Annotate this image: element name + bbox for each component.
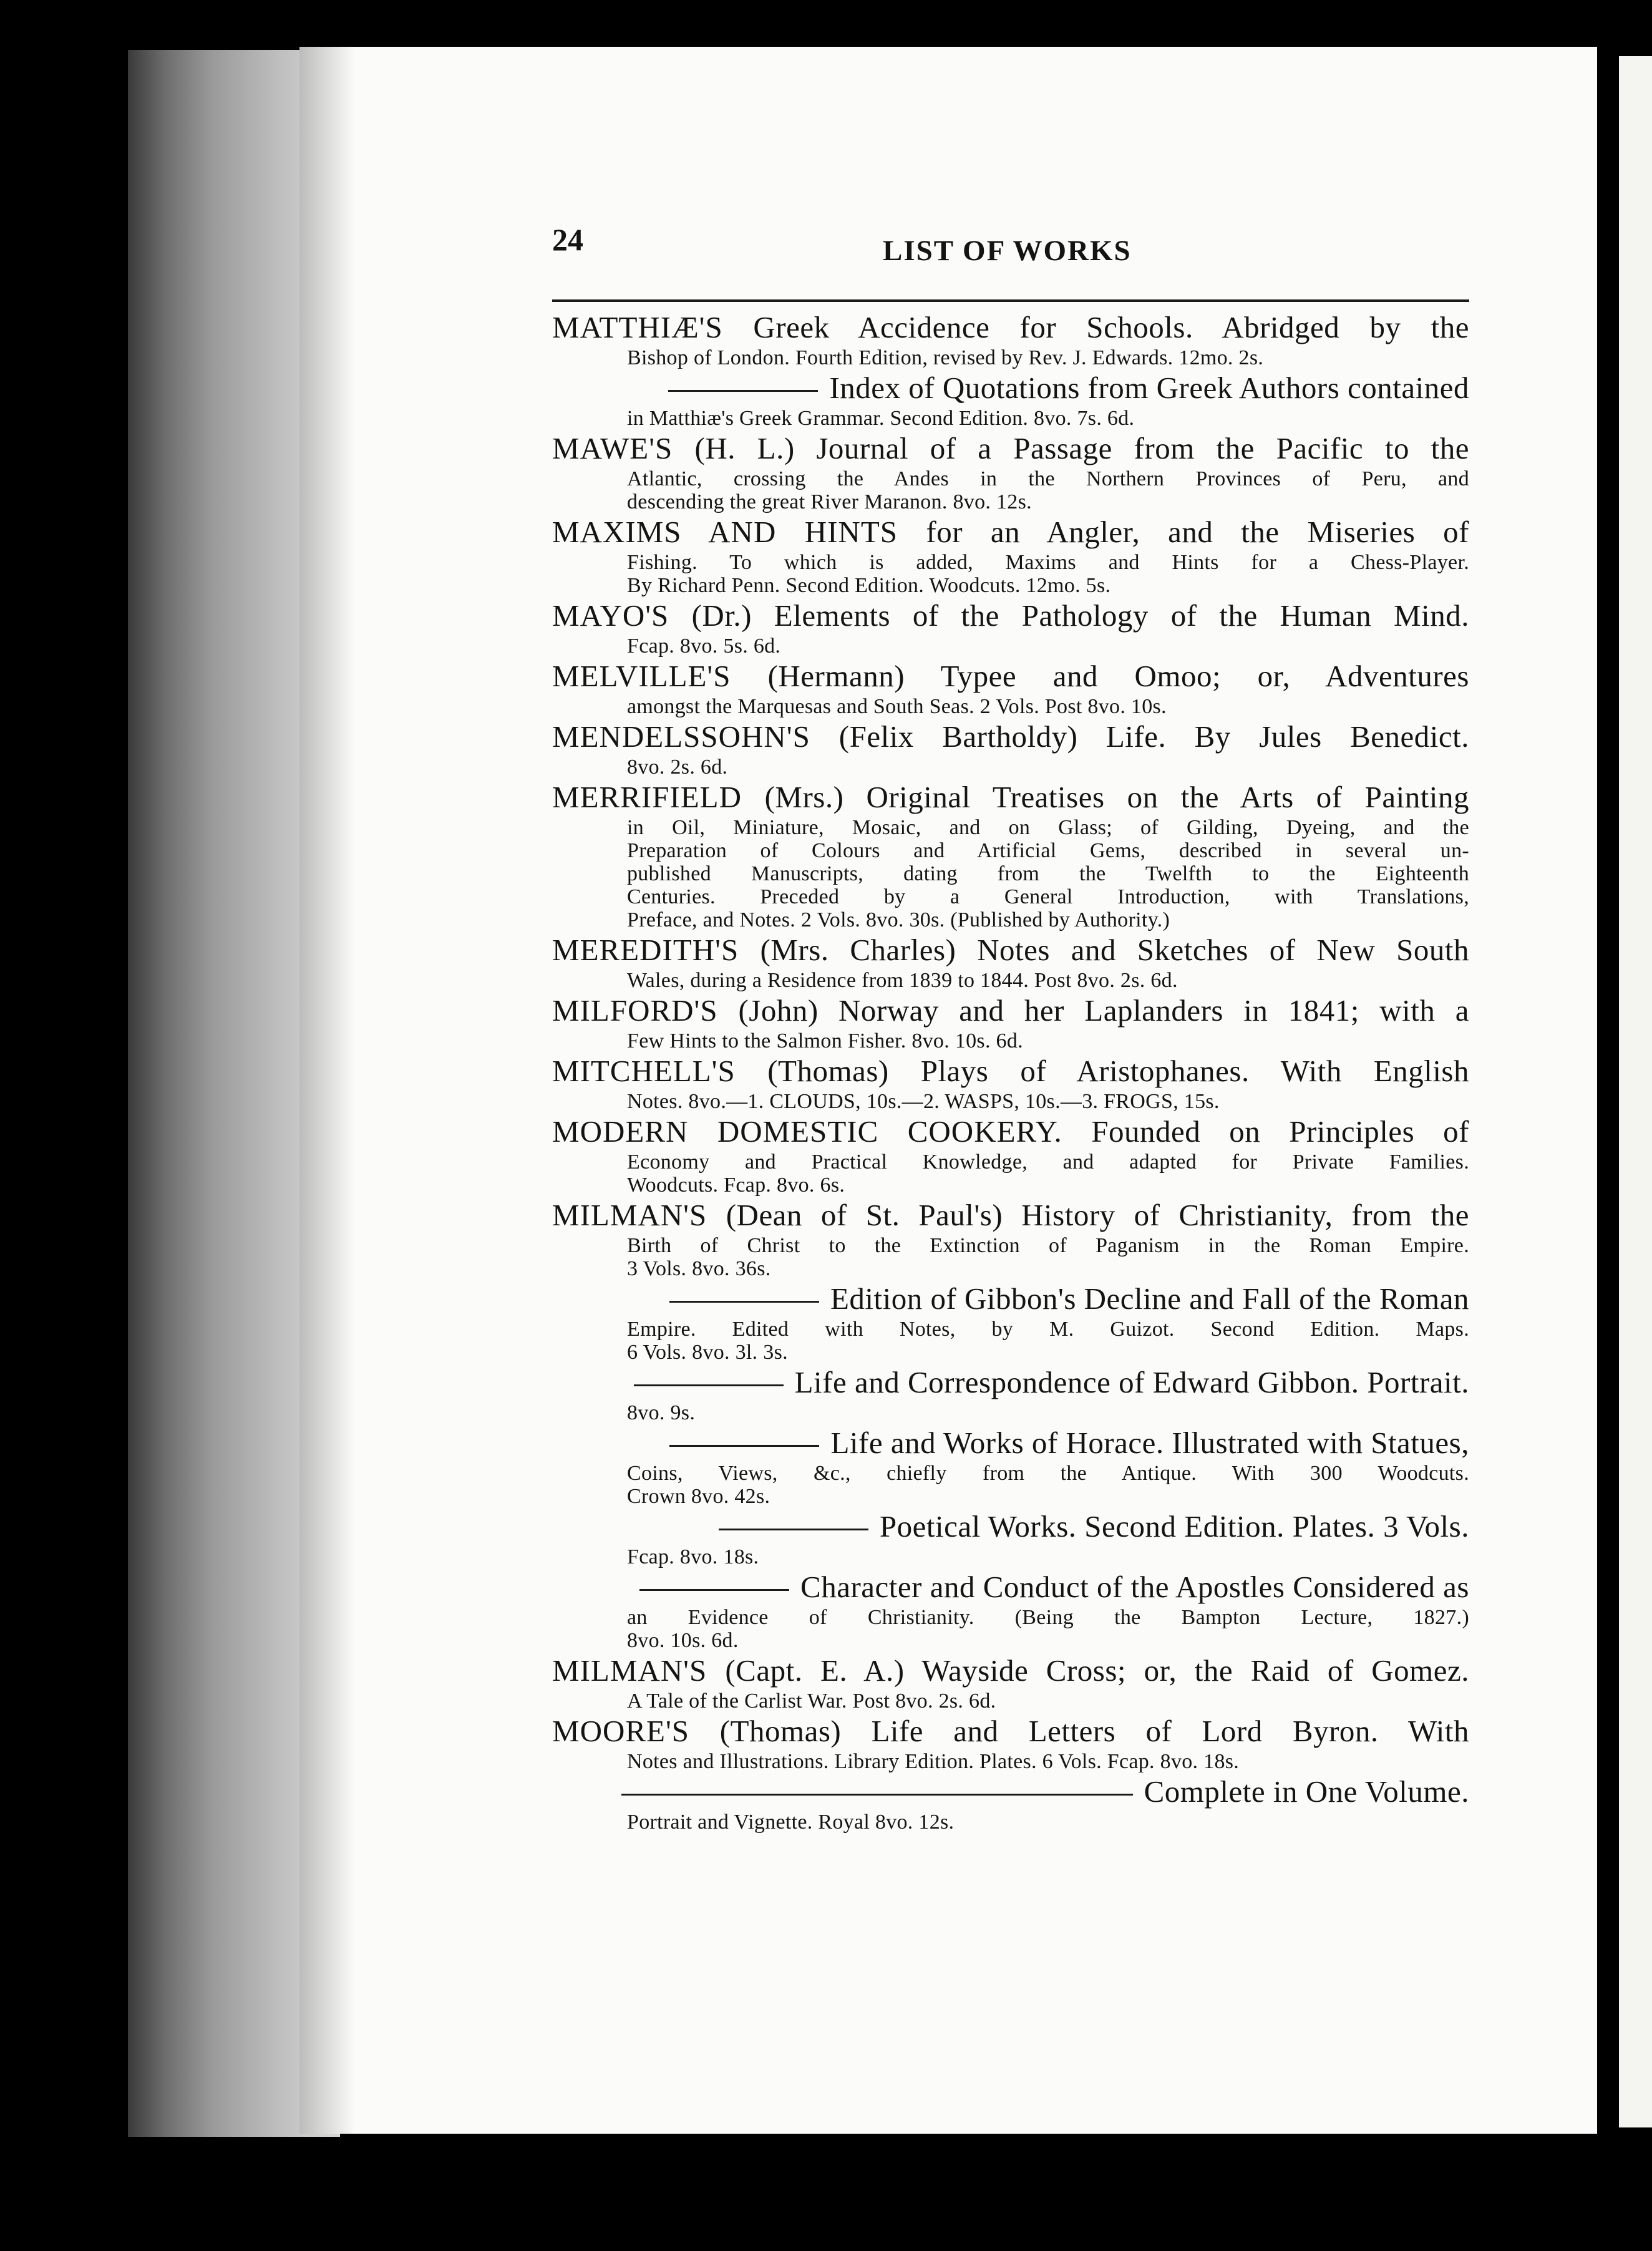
entry-author: MILFORD'S — [552, 993, 739, 1028]
entry-author: MELVILLE'S — [552, 659, 768, 693]
entry-title: Character and Conduct of the Apostles Considered as — [800, 1570, 1469, 1604]
entry-detail — [552, 1029, 1469, 1053]
ditto-rule — [719, 1529, 868, 1530]
entry-title: (Mrs.) Original Treatises on the Arts of Painting — [764, 780, 1470, 814]
catalogue-entry — [552, 1113, 1469, 1197]
detail-line: 8vo. 2s. 6d. — [627, 756, 728, 779]
detail-line: A Tale of the Carlist War. Post 8vo. 2s. 6d. — [627, 1689, 996, 1713]
entry-headline — [552, 1652, 1469, 1689]
catalogue-entry — [552, 430, 1469, 513]
entry-title: (H. L.) Journal of a Passage from the Pacific to the — [694, 431, 1470, 465]
entry-author: MODERN DOMESTIC COOKERY. — [552, 1114, 1092, 1149]
entry-headline — [552, 1113, 1469, 1150]
entry-title: (John) Norway and her Laplanders in 1841; with a — [738, 993, 1469, 1028]
entry-headline — [552, 1508, 1469, 1545]
detail-line: Economy and Practical Knowledge, and adapted for Private Families. — [627, 1150, 1469, 1174]
entry-headline — [552, 369, 1469, 407]
catalogue-entry — [552, 1197, 1469, 1280]
entry-title: Edition of Gibbon's Decline and Fall of the Roman — [830, 1281, 1469, 1316]
entry-headline — [552, 931, 1469, 969]
entry-headline — [552, 1364, 1469, 1401]
entry-title: (Thomas) Plays of Aristophanes. With English — [767, 1054, 1470, 1088]
detail-line: 3 Vols. 8vo. 36s. — [627, 1257, 771, 1280]
detail-line: Atlantic, crossing the Andes in the Northern Provinces of Peru, and — [627, 467, 1469, 490]
entry-headline — [552, 309, 1469, 346]
facing-page-edge — [1619, 56, 1652, 2127]
ditto-rule — [621, 1794, 1133, 1796]
detail-line: Notes and Illustrations. Library Edition. Plates. 6 Vols. Fcap. 8vo. 18s. — [627, 1750, 1240, 1773]
catalogue-entry — [552, 1364, 1469, 1424]
catalogue-entry — [552, 1773, 1469, 1834]
entry-headline — [552, 779, 1469, 816]
detail-line: in Oil, Miniature, Mosaic, and on Glass; of Gilding, Dyeing, and the — [627, 816, 1469, 839]
catalogue-entry — [552, 1424, 1469, 1508]
detail-line: published Manuscripts, dating from the Twelfth to the Eighteenth — [627, 862, 1469, 885]
entry-headline — [552, 992, 1469, 1029]
ditto-rule — [669, 1445, 819, 1447]
entry-title: for an Angler, and the Miseries of — [926, 515, 1469, 549]
entry-title: (Mrs. Charles) Notes and Sketches of New South — [760, 933, 1470, 967]
entry-author: MEREDITH'S — [552, 933, 760, 967]
entry-detail — [552, 1811, 1469, 1834]
entry-title: Complete in One Volume. — [1144, 1774, 1469, 1809]
entry-detail — [552, 346, 1469, 369]
entry-headline — [552, 1773, 1469, 1811]
entry-detail — [552, 407, 1469, 430]
entry-detail — [552, 1150, 1469, 1197]
catalogue-entry — [552, 1568, 1469, 1652]
entry-detail — [552, 1606, 1469, 1652]
catalogue-entry — [552, 1508, 1469, 1568]
entry-author: MILMAN'S — [552, 1653, 726, 1688]
catalogue-entry — [552, 597, 1469, 658]
entry-author: MERRIFIELD — [552, 780, 765, 814]
entry-detail — [552, 1090, 1469, 1113]
header-rule — [552, 299, 1469, 302]
entry-headline — [552, 1568, 1469, 1606]
detail-line: Notes. 8vo.—1. CLOUDS, 10s.—2. WASPS, 10s.—3. FROGS, 15s. — [627, 1090, 1220, 1113]
entry-title: Founded on Principles of — [1091, 1114, 1470, 1149]
detail-line: Preparation of Colours and Artificial Gems, described in several un- — [627, 839, 1469, 862]
gutter-shadow — [299, 47, 356, 2134]
entry-detail — [552, 756, 1469, 779]
catalogue-entry — [552, 309, 1469, 369]
entry-title: (Capt. E. A.) Wayside Cross; or, the Raid of Gomez. — [725, 1653, 1469, 1688]
entry-detail — [552, 1750, 1469, 1773]
entry-title: (Dean of St. Paul's) History of Christianity, from the — [726, 1198, 1469, 1232]
detail-line: Fcap. 8vo. 18s. — [627, 1545, 759, 1568]
ditto-rule — [669, 1301, 819, 1303]
entry-headline — [552, 718, 1469, 756]
entry-headline — [552, 1197, 1469, 1234]
entry-detail — [552, 695, 1469, 718]
entry-title: (Hermann) Typee and Omoo; or, Adventures — [767, 659, 1470, 693]
entry-title: Life and Works of Horace. Illustrated with Statues, — [830, 1426, 1469, 1460]
detail-line: 8vo. 9s. — [627, 1401, 696, 1424]
entry-headline — [552, 597, 1469, 634]
ditto-rule — [634, 1384, 784, 1386]
catalogue-entry — [552, 1652, 1469, 1713]
catalogue-entry — [552, 779, 1469, 931]
entry-author: MATTHIÆ'S — [552, 310, 754, 344]
entry-detail — [552, 816, 1469, 931]
detail-line: Coins, Views, &c., chiefly from the Antique. With 300 Woodcuts. — [627, 1462, 1469, 1485]
detail-line: Preface, and Notes. 2 Vols. 8vo. 30s. (Published by Authority.) — [627, 908, 1170, 931]
detail-line: Crown 8vo. 42s. — [627, 1485, 770, 1508]
detail-line: Fcap. 8vo. 5s. 6d. — [627, 634, 781, 658]
catalogue-entry — [552, 1053, 1469, 1113]
entry-headline — [552, 1713, 1469, 1750]
entry-author: MAYO'S — [552, 598, 692, 633]
detail-line: By Richard Penn. Second Edition. Woodcuts. 12mo. 5s. — [627, 574, 1111, 597]
running-head: LIST OF WORKS — [883, 235, 1132, 267]
catalogue-entry — [552, 931, 1469, 992]
entry-title: (Felix Bartholdy) Life. By Jules Benedict. — [838, 719, 1469, 754]
entry-detail — [552, 1545, 1469, 1568]
detail-line: Woodcuts. Fcap. 8vo. 6s. — [627, 1174, 845, 1197]
entry-headline — [552, 1280, 1469, 1318]
detail-line: Fishing. To which is added, Maxims and Hints for a Chess-Player. — [627, 551, 1469, 574]
detail-line: 8vo. 10s. 6d. — [627, 1629, 739, 1652]
ditto-rule — [668, 390, 818, 392]
entry-author: MAXIMS AND HINTS — [552, 515, 926, 549]
entry-author: MOORE'S — [552, 1714, 720, 1748]
works-list — [552, 309, 1469, 1834]
ditto-rule — [639, 1589, 789, 1591]
detail-line: Bishop of London. Fourth Edition, revised by Rev. J. Edwards. 12mo. 2s. — [627, 346, 1264, 369]
entry-detail — [552, 1462, 1469, 1508]
catalogue-entry — [552, 718, 1469, 779]
catalogue-entry — [552, 658, 1469, 718]
detail-line: an Evidence of Christianity. (Being the Bampton Lecture, 1827.) — [627, 1606, 1469, 1629]
entry-author: MENDELSSOHN'S — [552, 719, 839, 754]
entry-detail — [552, 1234, 1469, 1280]
detail-line: Few Hints to the Salmon Fisher. 8vo. 10s. 6d. — [627, 1029, 1023, 1053]
entry-detail — [552, 467, 1469, 513]
detail-line: in Matthiæ's Greek Grammar. Second Edition. 8vo. 7s. 6d. — [627, 407, 1135, 430]
entry-title: (Dr.) Elements of the Pathology of the Human Mind. — [691, 598, 1469, 633]
entry-headline — [552, 658, 1469, 695]
entry-title: Greek Accidence for Schools. Abridged by the — [753, 310, 1469, 344]
entry-author: MITCHELL'S — [552, 1054, 768, 1088]
entry-title: Life and Correspondence of Edward Gibbon. Portrait. — [794, 1365, 1469, 1399]
detail-line: Centuries. Preceded by a General Introduction, with Translations, — [627, 885, 1469, 908]
page-number: 24 — [552, 222, 583, 257]
entry-headline — [552, 1053, 1469, 1090]
catalogue-entry — [552, 369, 1469, 430]
entry-detail — [552, 969, 1469, 992]
entry-detail — [552, 551, 1469, 597]
entry-detail — [552, 1689, 1469, 1713]
entry-title: (Thomas) Life and Letters of Lord Byron. With — [719, 1714, 1470, 1748]
catalogue-entry — [552, 513, 1469, 597]
catalogue-entry — [552, 1280, 1469, 1364]
catalogue-entry — [552, 992, 1469, 1053]
detail-line: Birth of Christ to the Extinction of Paganism in the Roman Empire. — [627, 1234, 1469, 1257]
entry-headline — [552, 1424, 1469, 1462]
catalogue-entry — [552, 1713, 1469, 1773]
detail-line: amongst the Marquesas and South Seas. 2 Vols. Post 8vo. 10s. — [627, 695, 1167, 718]
entry-title: Index of Quotations from Greek Authors contained — [829, 371, 1469, 405]
detail-line: descending the great River Maranon. 8vo. 12s. — [627, 490, 1032, 513]
detail-line: 6 Vols. 8vo. 3l. 3s. — [627, 1341, 788, 1364]
entry-detail — [552, 1318, 1469, 1364]
detail-line: Wales, during a Residence from 1839 to 1844. Post 8vo. 2s. 6d. — [627, 969, 1178, 992]
detail-line: Portrait and Vignette. Royal 8vo. 12s. — [627, 1811, 955, 1834]
entry-title: Poetical Works. Second Edition. Plates. 3 Vols. — [879, 1509, 1469, 1544]
entry-headline — [552, 430, 1469, 467]
detail-line: Empire. Edited with Notes, by M. Guizot. Second Edition. Maps. — [627, 1318, 1469, 1341]
entry-author: MILMAN'S — [552, 1198, 726, 1232]
entry-detail — [552, 634, 1469, 658]
entry-author: MAWE'S — [552, 431, 695, 465]
entry-detail — [552, 1401, 1469, 1424]
entry-headline — [552, 513, 1469, 551]
